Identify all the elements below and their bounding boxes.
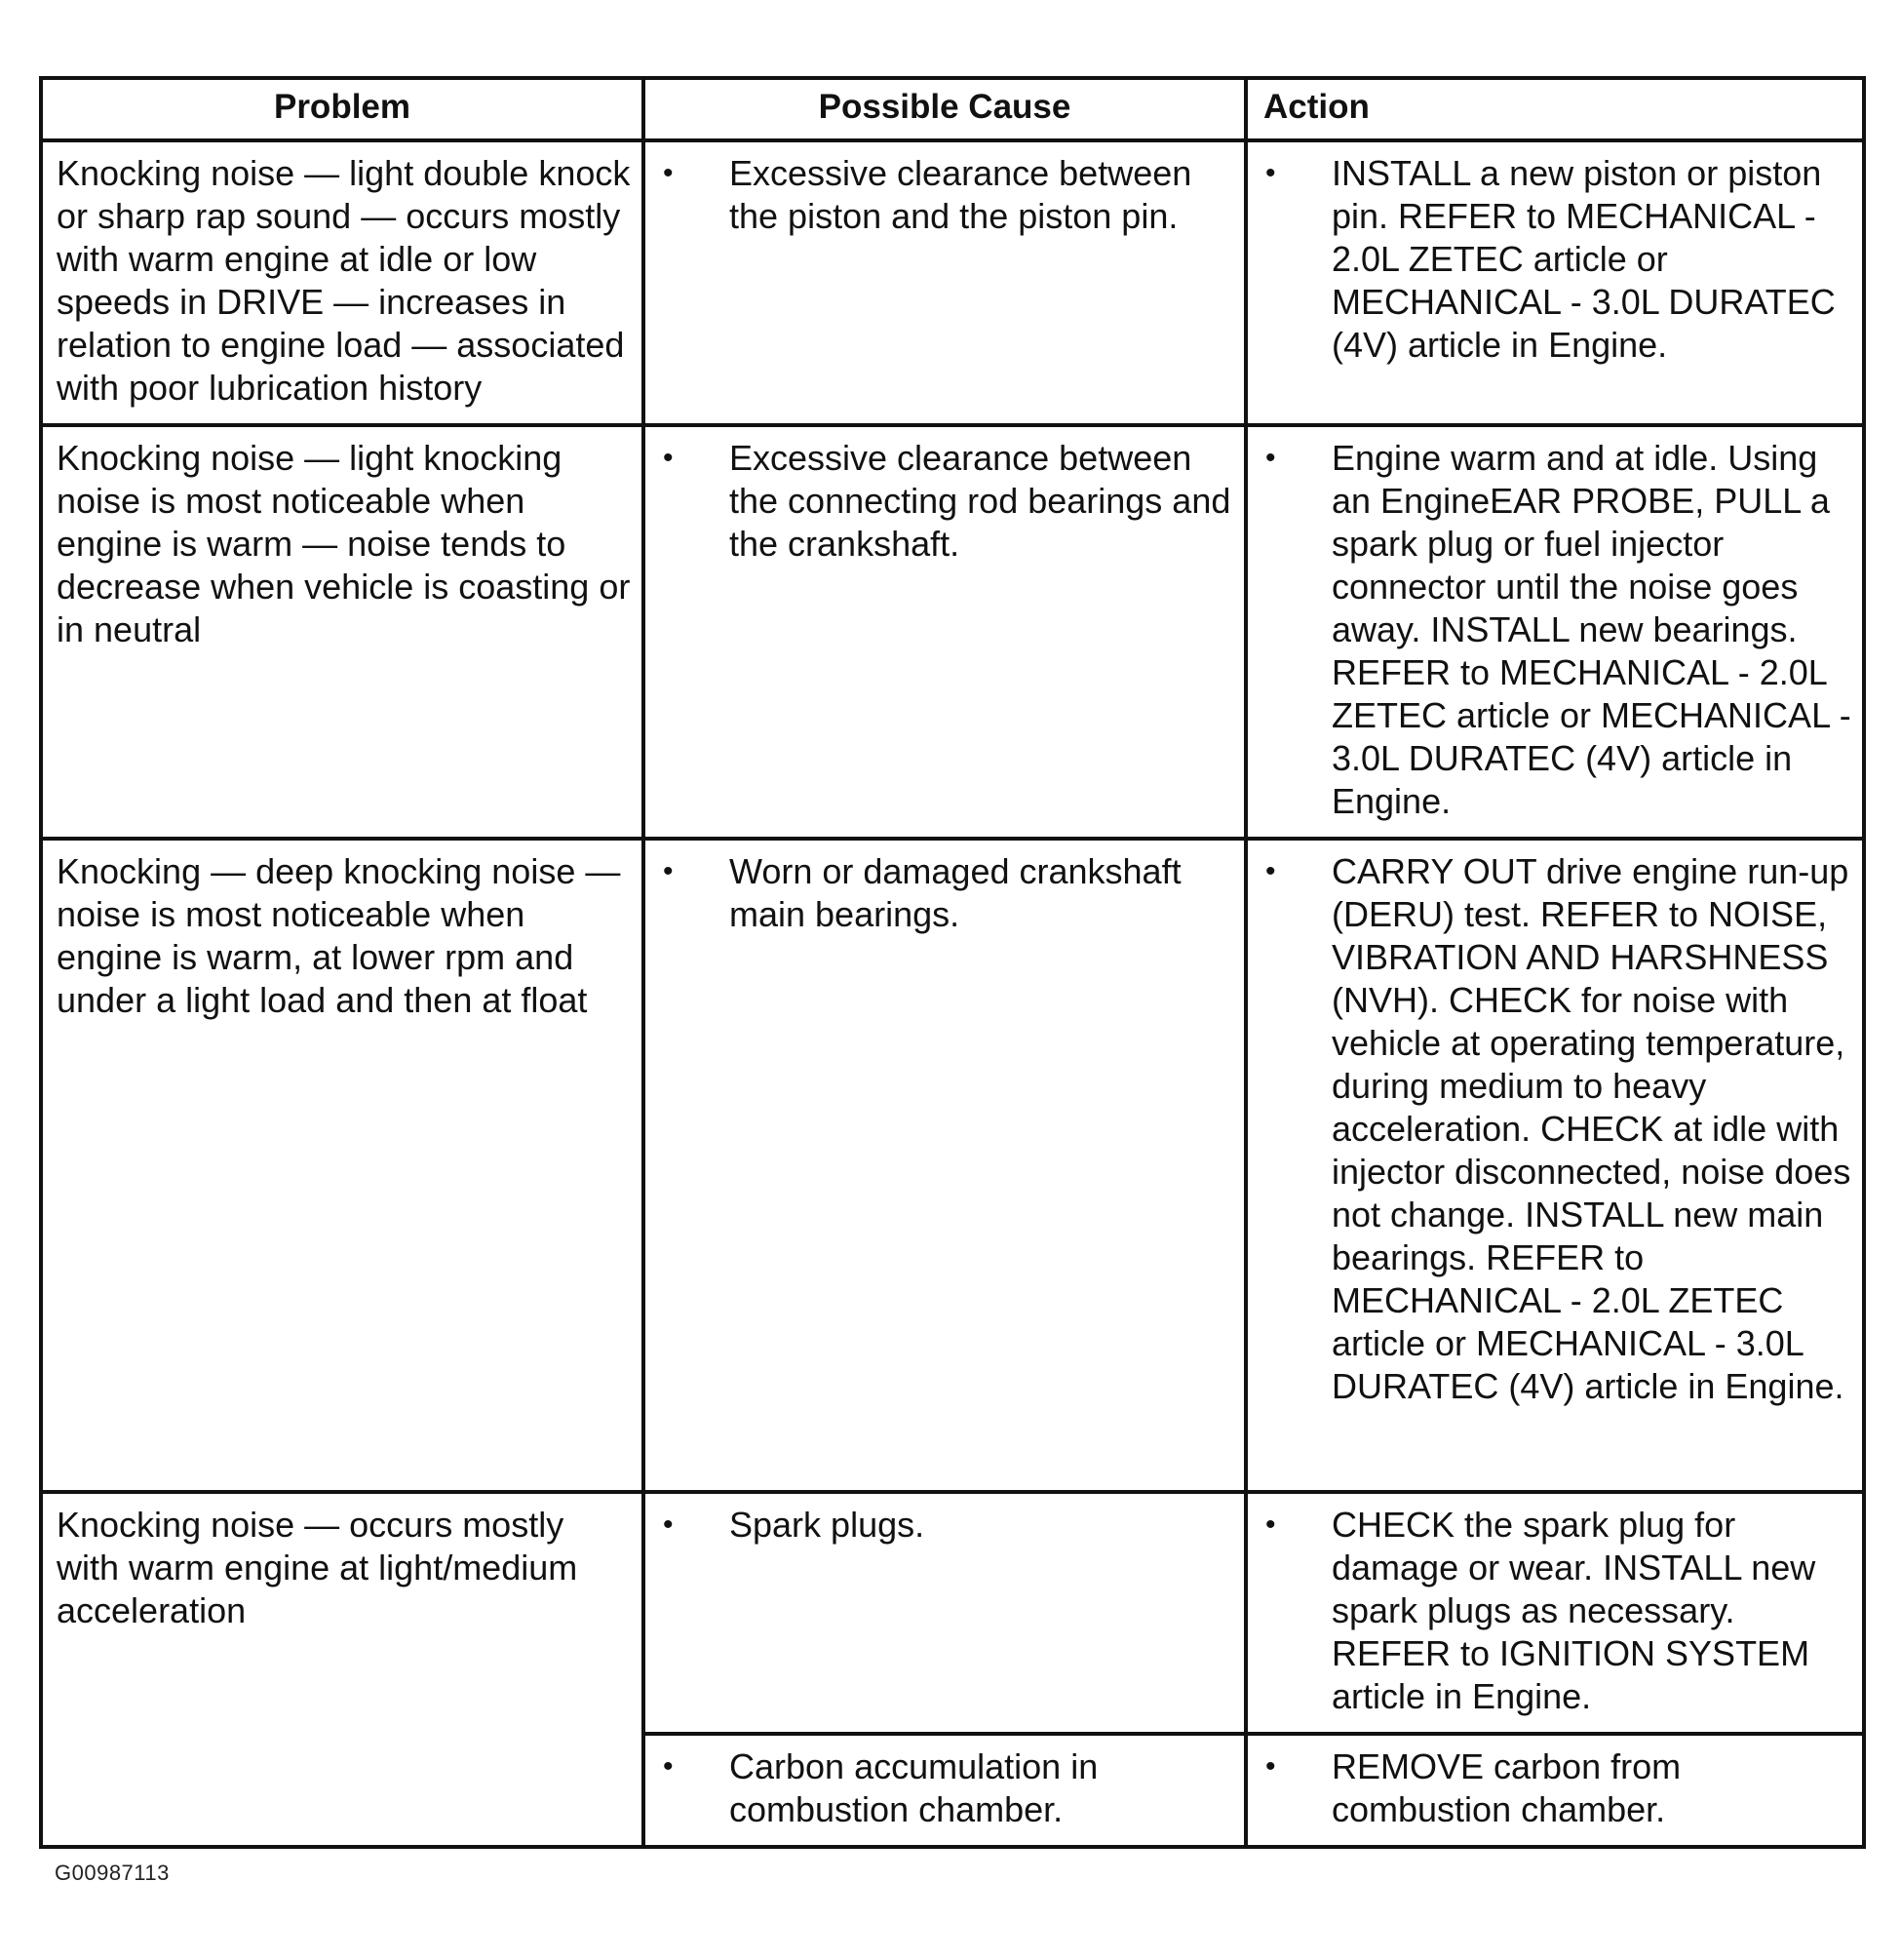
cause-cell (643, 1492, 1246, 1734)
cause-cell (643, 1734, 1246, 1847)
table-row (41, 425, 1864, 839)
cause-text: Spark plugs. (729, 1505, 925, 1545)
bullet-icon: • (663, 1509, 674, 1541)
cause-cell (643, 140, 1246, 425)
table-header-row (41, 78, 1864, 140)
table-row (41, 1492, 1864, 1734)
table-row (41, 140, 1864, 425)
problem-cell: Knocking noise — light knocking noise is most noticeable when engine is warm — noise tends to decrease when vehicle is coasting or in neutral (41, 425, 643, 839)
action-text: CARRY OUT drive engine run-up (DERU) test. REFER to NOISE, VIBRATION AND HARSHNESS (NVH). CHECK for noise with vehicle at operating temperature, during medium to heavy acceleration. CHECK at idle with injector disconnected, noise does not change. INSTALL new main bearings. REFER to MECHANICAL - 2.0L ZETEC article or MECHANICAL - 3.0L DURATEC (4V) article in Engine. (1332, 851, 1851, 1406)
header-problem: Problem (41, 78, 643, 140)
bullet-icon: • (663, 855, 674, 887)
bullet-icon: • (663, 1750, 674, 1783)
header-possible-cause: Possible Cause (643, 78, 1246, 140)
action-cell (1246, 425, 1864, 839)
action-text: REMOVE carbon from combustion chamber. (1332, 1746, 1682, 1829)
action-text: CHECK the spark plug for damage or wear. INSTALL new spark plugs as necessary. REFER to IGNITION SYSTEM article in Engine. (1332, 1505, 1816, 1716)
action-cell (1246, 1734, 1864, 1847)
action-cell (1246, 1492, 1864, 1734)
bullet-icon: • (663, 442, 674, 474)
bullet-icon: • (1265, 442, 1276, 474)
cause-text: Carbon accumulation in combustion chamber. (729, 1746, 1099, 1829)
problem-cell: Knocking noise — occurs mostly with warm engine at light/medium acceleration (41, 1492, 643, 1847)
table-row (41, 839, 1864, 1492)
bullet-icon: • (1265, 157, 1276, 189)
problem-cell: Knocking — deep knocking noise — noise is most noticeable when engine is warm, at lower rpm and under a light load and then at float (41, 839, 643, 1492)
diagnosis-table (39, 76, 1866, 1849)
cause-text: Excessive clearance between the piston and the piston pin. (729, 153, 1192, 236)
figure-code: G00987113 (55, 1861, 170, 1885)
action-cell (1246, 140, 1864, 425)
bullet-icon: • (1265, 1509, 1276, 1541)
cause-cell (643, 839, 1246, 1492)
action-cell (1246, 839, 1864, 1492)
header-action: Action (1246, 78, 1864, 140)
action-text: Engine warm and at idle. Using an EngineEAR PROBE, PULL a spark plug or fuel injector connector until the noise goes away. INSTALL new bearings. REFER to MECHANICAL - 2.0L ZETEC article or MECHANICAL - 3.0L DURATEC (4V) article in Engine. (1332, 438, 1851, 821)
action-text: INSTALL a new piston or piston pin. REFER to MECHANICAL - 2.0L ZETEC article or MECHANICAL - 3.0L DURATEC (4V) article in Engine. (1332, 153, 1836, 365)
cause-text: Worn or damaged crankshaft main bearings. (729, 851, 1182, 934)
bullet-icon: • (1265, 1750, 1276, 1783)
bullet-icon: • (1265, 855, 1276, 887)
cause-cell (643, 425, 1246, 839)
cause-text: Excessive clearance between the connecting rod bearings and the crankshaft. (729, 438, 1231, 564)
bullet-icon: • (663, 157, 674, 189)
problem-cell: Knocking noise — light double knock or sharp rap sound — occurs mostly with warm engine at idle or low speeds in DRIVE — increases in relation to engine load — associated with poor lubrication history (41, 140, 643, 425)
